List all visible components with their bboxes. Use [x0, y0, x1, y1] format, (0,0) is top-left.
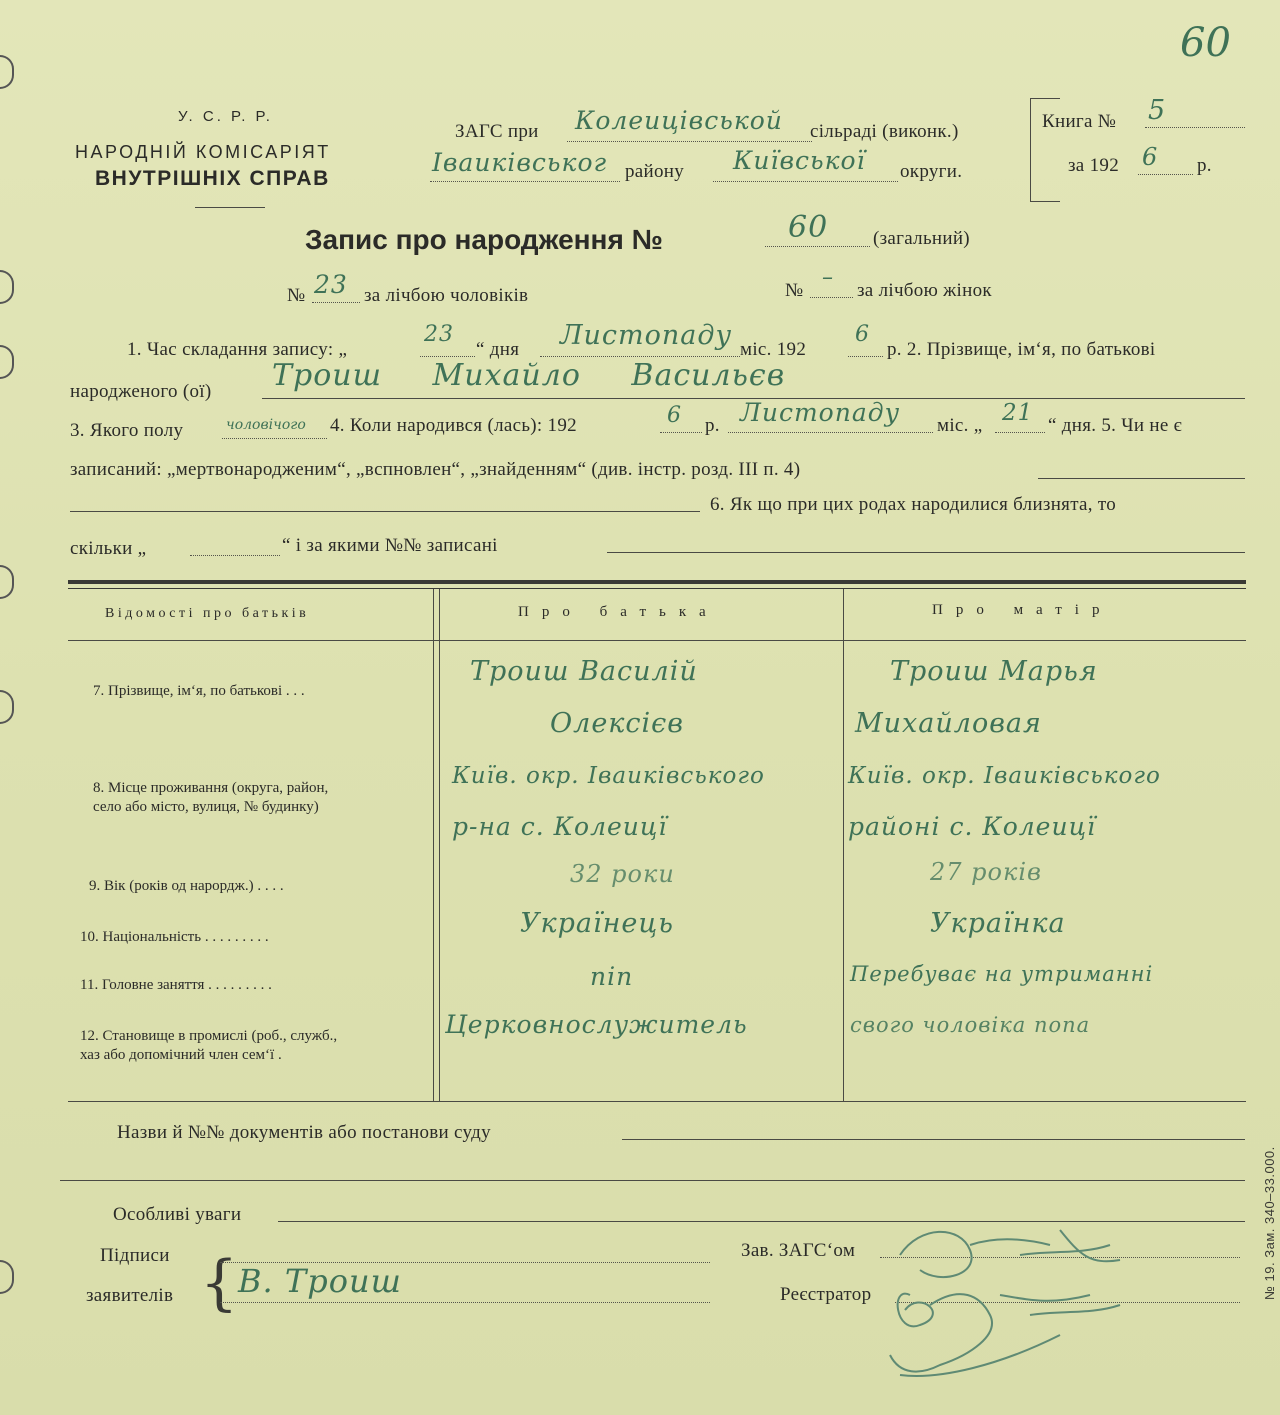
underline: [60, 1180, 1245, 1181]
mother-age: 27 років: [930, 858, 1042, 886]
applicant-signature: В. Троиш: [238, 1262, 402, 1300]
page-number: 60: [1180, 20, 1231, 66]
underline: [220, 1302, 710, 1303]
birth-year-digit: 6: [667, 403, 682, 428]
row-label-age: 9. Вік (років од нарордж.) . . . .: [89, 878, 284, 894]
punch-hole: [0, 270, 14, 304]
district-value: Іваиківськог: [432, 148, 608, 177]
punch-hole: [0, 345, 14, 379]
l5: 6. Як що при цих родах народилися близнята, то: [710, 494, 1117, 515]
father-residence-line1: Київ. окр. Іваиківського: [452, 763, 765, 789]
table-top-border: [68, 580, 1246, 584]
l1-c: міс. 192: [740, 339, 807, 360]
table-column-divider: [843, 589, 844, 1101]
print-run-note: № 19. Зам. 340–33.000.: [1262, 1146, 1277, 1300]
col-header-father: Про батька: [518, 604, 719, 620]
punch-hole: [0, 690, 14, 724]
underline: [607, 552, 1245, 553]
row-label-position: 12. Становище в промислі (роб., служб., хаз або допомічний член сем‘ї .: [80, 1028, 338, 1063]
l1-b: “ дня: [476, 339, 520, 360]
punch-hole: [0, 565, 14, 599]
child-sex: чоловічого: [226, 417, 306, 433]
zags-village: Колеицівськой: [575, 106, 783, 135]
underline: [420, 356, 475, 357]
underline: [1038, 478, 1245, 479]
father-occupation: піп: [590, 962, 634, 991]
underline: [848, 356, 883, 357]
women-label: за лічбою жінок: [857, 280, 992, 301]
year-suffix: р.: [1197, 155, 1212, 176]
okrug-label: округи.: [900, 161, 963, 182]
underline: [567, 141, 812, 142]
underline: [660, 432, 702, 433]
underline: [312, 302, 360, 303]
org-line1: НАРОДНІЙ КОМІСАРІЯТ: [75, 142, 331, 162]
official-signatures: [880, 1215, 1180, 1390]
book-box-border: [1030, 98, 1031, 201]
father-position: Церковнослужитель: [445, 1010, 748, 1039]
year-prefix: за 192: [1068, 155, 1119, 176]
col-header-mother: Про матір: [932, 602, 1113, 618]
book-number: 5: [1148, 95, 1167, 126]
country-abbr: У. С. Р. Р.: [178, 108, 273, 125]
table-header-border: [68, 640, 1246, 641]
title-suffix: (загальний): [873, 228, 970, 249]
l3-b: 4. Коли народився (лась): 192: [330, 415, 577, 436]
l3-d: міс. „: [937, 415, 983, 436]
row-label-occupation: 11. Головне заняття . . . . . . . . .: [80, 977, 272, 993]
zags-head-label: Зав. ЗАГС‘ом: [741, 1240, 856, 1261]
row-label-nationality: 10. Національність . . . . . . . . .: [80, 929, 269, 945]
women-number: –: [822, 265, 834, 290]
book-box-border: [1030, 201, 1060, 202]
punch-hole: [0, 55, 14, 89]
year-digit: 6: [1142, 143, 1159, 171]
child-name: Троиш Михайло Васильєв: [272, 358, 786, 393]
father-age: 32 роки: [570, 860, 675, 888]
birth-day: 21: [1002, 400, 1034, 426]
underline: [765, 246, 870, 247]
divider: [195, 207, 265, 208]
record-year-digit: 6: [855, 322, 870, 347]
book-box-border: [1030, 98, 1060, 99]
father-nationality: Українець: [520, 908, 674, 939]
col-header-info: Відомості про батьків: [105, 606, 310, 621]
underline: [713, 181, 898, 182]
underline: [1145, 127, 1245, 128]
mother-name-line1: Троиш Марья: [890, 656, 1098, 687]
mother-position: свого чоловіка попа: [850, 1013, 1091, 1037]
underline: [70, 511, 700, 512]
table-column-divider: [439, 589, 440, 1101]
l6-b: “ і за якими №№ записані: [282, 535, 498, 556]
men-prefix: №: [287, 285, 306, 306]
mother-name-line2: Михайловая: [855, 708, 1042, 739]
record-day: 23: [424, 322, 454, 347]
mother-nationality: Українка: [930, 908, 1066, 939]
record-month: Листопаду: [560, 320, 733, 351]
table-bottom-border: [68, 1101, 1246, 1102]
l1-d: р. 2. Прізвище, ім‘я, по батькові: [887, 339, 1156, 360]
birth-month: Листопаду: [740, 398, 901, 427]
women-prefix: №: [785, 280, 804, 301]
mother-occupation: Перебуває на утриманні: [850, 962, 1154, 986]
underline: [430, 181, 620, 182]
underline: [1138, 174, 1193, 175]
okrug-value: Київської: [733, 146, 866, 175]
signatures-label1: Підписи: [100, 1245, 170, 1266]
underline: [222, 438, 327, 439]
signatures-label2: заявителів: [86, 1285, 174, 1306]
brace: {: [200, 1248, 239, 1318]
table-column-divider: [433, 589, 434, 1101]
book-label: Книга №: [1042, 111, 1117, 132]
record-number: 60: [788, 210, 829, 245]
l2-a: народженого (ої): [70, 381, 212, 402]
underline: [728, 432, 933, 433]
l6-a: скільки „: [70, 538, 147, 559]
father-name-line2: Олексієв: [550, 708, 685, 739]
org-line2: ВНУТРІШНІХ СПРАВ: [95, 167, 330, 190]
underline: [810, 297, 853, 298]
l3-e: “ дня. 5. Чи не є: [1048, 415, 1183, 436]
underline: [540, 356, 740, 357]
father-residence-line2: р-на с. Колеицї: [452, 812, 668, 841]
punch-hole: [0, 1260, 14, 1294]
registrar-label: Реєстратор: [780, 1284, 872, 1305]
underline: [995, 432, 1045, 433]
l1-a: 1. Час складання запису: „: [127, 339, 348, 360]
l4: записаний: „мертвонародженим“, „вcпновлен“, „знайденням“ (див. інстр. розд. III п. 4): [70, 459, 801, 480]
row-label-name: 7. Прізвище, ім‘я, по батькові . . .: [93, 683, 305, 699]
page-title: Запис про народження №: [305, 224, 663, 255]
l3-a: 3. Якого полу: [70, 420, 184, 441]
underline: [622, 1139, 1245, 1140]
zags-suffix: сільраді (виконк.): [810, 121, 959, 142]
father-name-line1: Троиш Василій: [470, 656, 698, 687]
notes-label: Особливі уваги: [113, 1204, 242, 1225]
underline: [190, 555, 280, 556]
men-label: за лічбою чоловіків: [364, 285, 529, 306]
table-top-border: [68, 588, 1246, 589]
zags-prefix: ЗАГС при: [455, 121, 539, 142]
docs-label: Назви й №№ документів або постанови суду: [117, 1122, 491, 1143]
mother-residence-line2: районі с. Колеицї: [848, 812, 1097, 841]
men-number: 23: [314, 270, 348, 299]
district-label: району: [625, 161, 685, 182]
mother-residence-line1: Київ. окр. Іваиківського: [848, 763, 1161, 789]
row-label-residence: 8. Місце проживання (округа, район, село або місто, вулиця, № будинку): [93, 780, 329, 815]
l3-c: р.: [705, 415, 720, 436]
